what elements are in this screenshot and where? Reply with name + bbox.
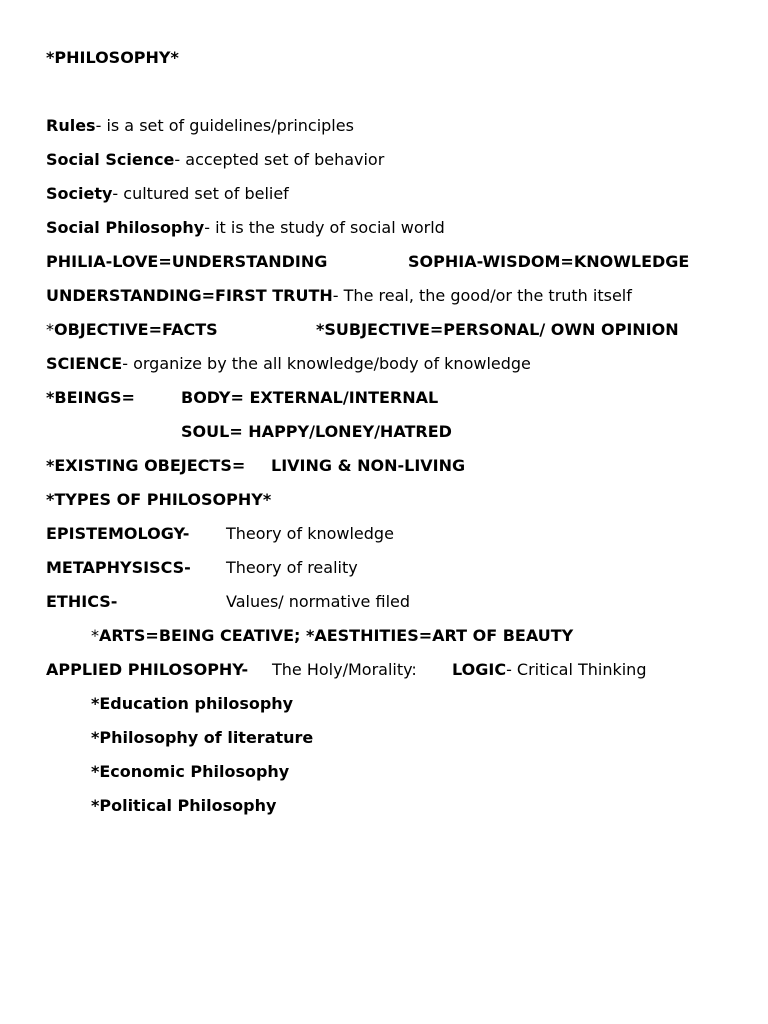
logic-term: LOGIC: [452, 660, 507, 679]
list-item: *Education philosophy: [91, 694, 294, 713]
definition-rules: [46, 114, 354, 138]
beings-row: [46, 386, 546, 410]
beings-body: BODY= EXTERNAL/INTERNAL: [181, 388, 439, 407]
type-term: ETHICS-: [46, 592, 118, 611]
types-heading: *TYPES OF PHILOSOPHY*: [46, 490, 272, 509]
applied-term: APPLIED PHILOSOPHY-: [46, 660, 249, 679]
list-item: *Philosophy of literature: [91, 728, 314, 747]
objective-label: OBJECTIVE=FACTS: [54, 320, 218, 339]
definition-text: - is a set of guidelines/principles: [95, 116, 354, 135]
definition-term: Social Science: [46, 150, 175, 169]
understanding-term: UNDERSTANDING=FIRST TRUTH: [46, 286, 333, 305]
philia-text: PHILIA-LOVE=UNDERSTANDING: [46, 252, 328, 271]
sophia-text: SOPHIA-WISDOM=KNOWLEDGE: [408, 252, 690, 271]
arts-row: [91, 624, 573, 648]
understanding-text: - The real, the good/or the truth itself: [332, 286, 632, 305]
definition-social-philosophy: [46, 216, 445, 240]
definition-term: Social Philosophy: [46, 218, 205, 237]
type-term: EPISTEMOLOGY-: [46, 524, 190, 543]
arts-text: ARTS=BEING CEATIVE; *AESTHITIES=ART OF BEAUTY: [99, 626, 574, 645]
objective-star: *: [46, 320, 54, 339]
applied-text: The Holy/Morality:: [272, 660, 417, 679]
understanding-row: [46, 284, 632, 308]
definition-text: - accepted set of behavior: [174, 150, 385, 169]
definition-social-science: [46, 148, 384, 172]
type-ethics: [46, 590, 546, 614]
type-text: Values/ normative filed: [226, 592, 411, 611]
type-metaphysics: [46, 556, 546, 580]
type-epistemology: [46, 522, 546, 546]
science-text: - organize by the all knowledge/body of knowledge: [122, 354, 531, 373]
beings-soul-row: [46, 420, 546, 444]
definition-text: - it is the study of social world: [204, 218, 445, 237]
science-row: [46, 352, 531, 376]
definition-society: [46, 182, 289, 206]
beings-soul: SOUL= HAPPY/LONEY/HATRED: [181, 422, 452, 441]
subjective-text: *SUBJECTIVE=PERSONAL/ OWN OPINION: [316, 320, 679, 339]
list-item: *Political Philosophy: [91, 796, 277, 815]
beings-label: *BEINGS=: [46, 388, 135, 407]
definition-text: - cultured set of belief: [112, 184, 289, 203]
type-term: METAPHYSISCS-: [46, 558, 191, 577]
existing-label: *EXISTING OBEJECTS=: [46, 456, 246, 475]
type-text: Theory of knowledge: [226, 524, 394, 543]
applied-philosophy-row: [46, 658, 726, 682]
page-title: *PHILOSOPHY*: [46, 48, 179, 67]
science-term: SCIENCE: [46, 354, 123, 373]
arts-star: *: [91, 626, 99, 645]
definition-term: Society: [46, 184, 113, 203]
objective-text: [46, 318, 218, 342]
logic-item: [452, 658, 646, 682]
existing-value: LIVING & NON-LIVING: [271, 456, 466, 475]
type-text: Theory of reality: [226, 558, 358, 577]
definition-term: Rules: [46, 116, 96, 135]
logic-text: - Critical Thinking: [506, 660, 647, 679]
list-item: *Economic Philosophy: [91, 762, 290, 781]
existing-objects-row: [46, 454, 546, 478]
objective-subjective-row: [46, 318, 726, 342]
philia-sophia-row: [46, 250, 726, 274]
